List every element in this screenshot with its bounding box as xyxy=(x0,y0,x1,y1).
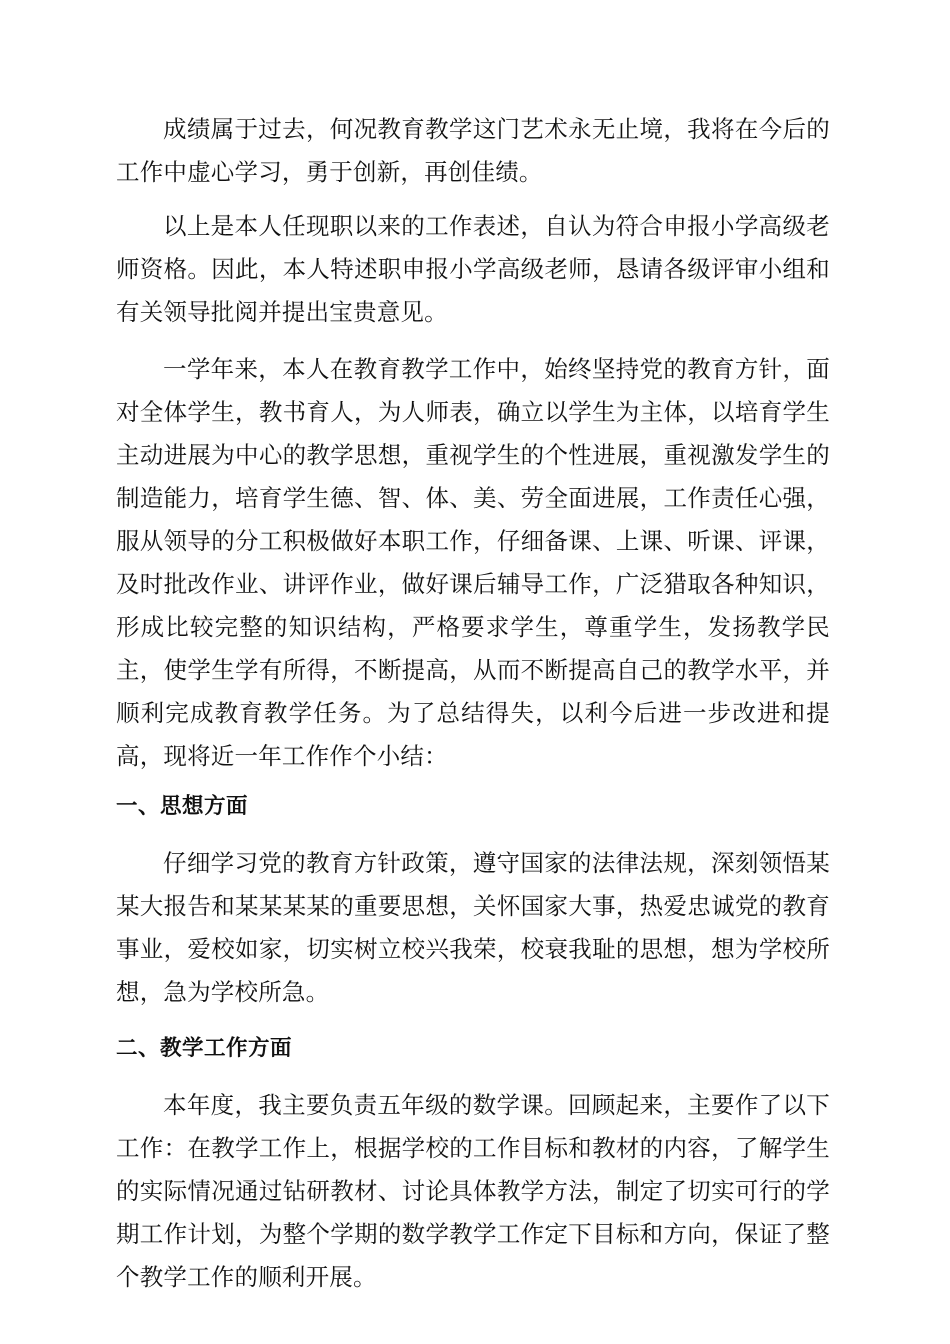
paragraph-teaching-work: 本年度，我主要负责五年级的数学课。回顾起来，主要作了以下工作：在教学工作上，根据学校的工作目标和教材的内容，了解学生的实际情况通过钻研教材、讨论具体教学方法，制定了切实可行的学期工作计划，为整个学期的数学教学工作定下目标和方向，保证了整个教学工作的顺利开展。 xyxy=(116,1091,830,1291)
paragraph-application-statement: 以上是本人任现职以来的工作表述，自认为符合申报小学高级老师资格。因此，本人特述职申报小学高级老师，恳请各级评审小组和有关领导批阅并提出宝贵意见。 xyxy=(116,212,830,326)
document-page xyxy=(116,108,830,1309)
paragraph-closing-remarks: 成绩属于过去，何况教育教学这门艺术永无止境，我将在今后的工作中虚心学习，勇于创新，再创佳绩。 xyxy=(116,115,830,186)
section-heading-ideology: 一、思想方面 xyxy=(116,794,249,819)
paragraph-ideology: 仔细学习党的教育方针政策，遵守国家的法律法规，深刻领悟某某大报告和某某某某的重要思想，关怀国家大事，热爱忠诚党的教育事业，爱校如家，切实树立校兴我荣，校衰我耻的思想，想为学校所想，急为学校所急。 xyxy=(116,849,830,1006)
section-heading-teaching-work: 二、教学工作方面 xyxy=(116,1036,293,1061)
paragraph-year-summary: 一学年来，本人在教育教学工作中，始终坚持党的教育方针，面对全体学生，教书育人，为人师表，确立以学生为主体，以培育学生主动进展为中心的教学思想，重视学生的个性进展，重视激发学生的制造能力，培育学生德、智、体、美、劳全面进展，工作责任心强，服从领导的分工积极做好本职工作，仔细备课、上课、听课、评课，及时批改作业、讲评作业，做好课后辅导工作，广泛猎取各种知识，形成比较完整的知识结构，严格要求学生，尊重学生，发扬教学民主，使学生学有所得，不断提高，从而不断提高自己的教学水平，并顺利完成教育教学任务。为了总结得失，以利今后进一步改进和提高，现将近一年工作作个小结： xyxy=(116,355,830,770)
